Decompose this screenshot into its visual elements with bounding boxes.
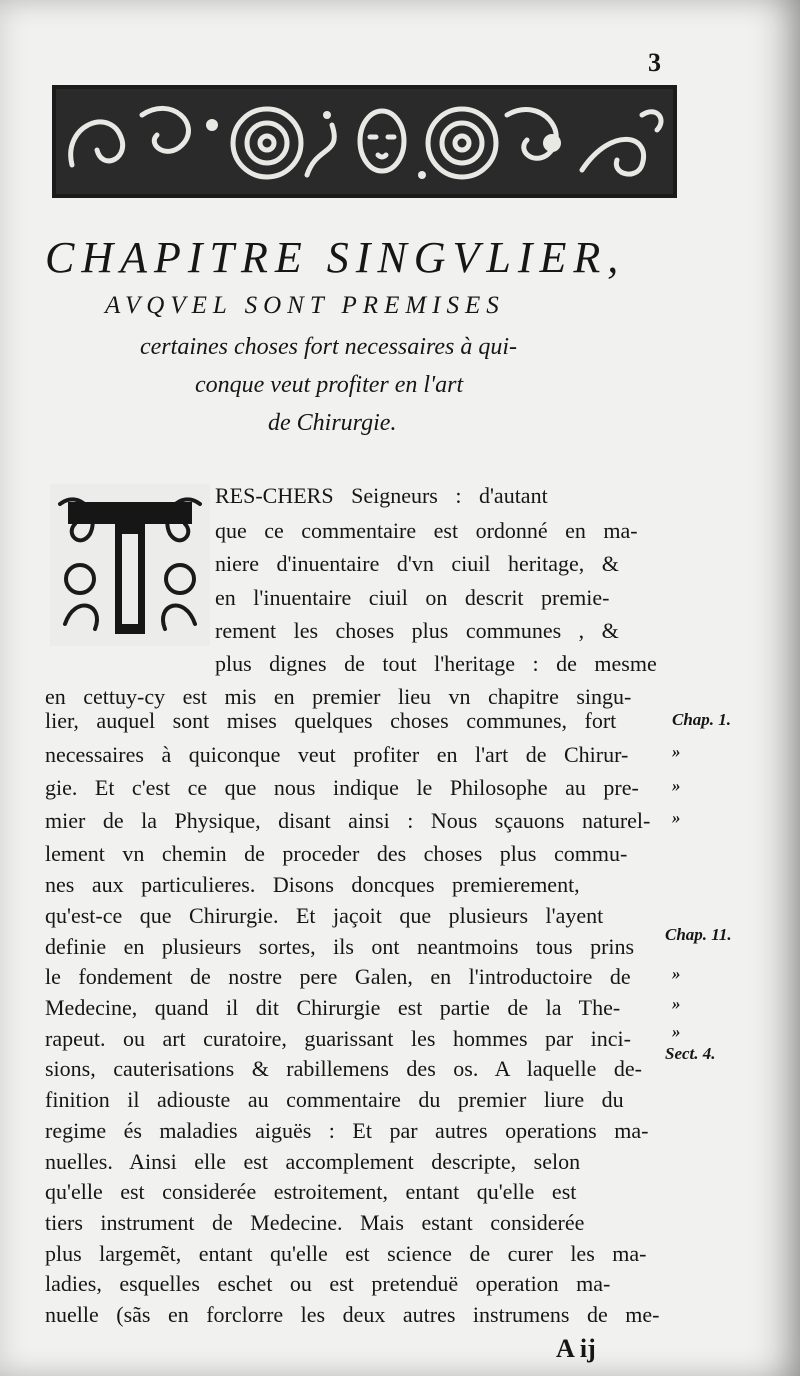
body-line: que ce commentaire est ordonné en ma- [215,518,638,543]
body-line: ladies, esquelles eschet ou est pretenduë operation ma- [45,1271,611,1296]
body-line: necessaires à quiconque veut profiter en l'art de Chirur- [45,742,629,767]
margin-note: Sect. 4. [665,1044,716,1063]
body-line: sions, cauterisations & rabillemens des os. A laquelle de- [45,1056,643,1081]
body-line: rapeut. ou art curatoire, guarissant les hommes par inci- [45,1026,631,1051]
heading-line-3: certaines choses fort necessaires à qui- [140,334,518,360]
body-line: rement les choses plus communes , & [215,618,619,643]
margin-note: » [672,1022,681,1041]
margin-note: Chap. 1. [672,710,732,729]
body-line: regime és maladies aiguës : Et par autres operations ma- [45,1118,649,1143]
body-line: qu'elle est considerée estroitement, entant qu'elle est [45,1179,577,1204]
body-line: RES-CHERS Seigneurs : d'autant [215,483,548,508]
body-line: mier de la Physique, disant ainsi : Nous sçauons naturel- [45,808,651,833]
body-line: Medecine, quand il dit Chirurgie est partie de la The- [45,995,621,1020]
signature-mark: A ij [556,1334,596,1363]
body-line: gie. Et c'est ce que nous indique le Philosophe au pre- [45,775,639,800]
body-line: plus largemẽt, entant qu'elle est science de curer les ma- [45,1241,647,1266]
body-line: en cettuy-cy est mis en premier lieu vn chapitre singu- [45,684,632,709]
body-line: lier, auquel sont mises quelques choses communes, fort [45,708,617,733]
body-line: qu'est-ce que Chirurgie. Et jaçoit que plusieurs l'ayent [45,903,604,928]
margin-note: Chap. 11. [665,925,732,944]
chapter-subtitle: AVQVEL SONT PREMISES [105,292,505,319]
body-line: le fondement de nostre pere Galen, en l'introductoire de [45,964,631,989]
ornamental-headpiece-icon [52,85,677,198]
body-line: lement vn chemin de proceder des choses plus commu- [45,841,628,866]
body-line: nuelles. Ainsi elle est accomplement descripte, selon [45,1149,581,1174]
heading-line-5: de Chirurgie. [268,410,397,436]
margin-note: » [672,808,681,827]
chapter-title: CHAPITRE SINGVLIER, [45,233,626,282]
ornamental-initial-t-icon [50,484,210,646]
margin-note: » [672,742,681,761]
body-line: nes aux particulieres. Disons doncques premierement, [45,872,580,897]
margin-note: » [672,994,681,1013]
body-line: finition il adiouste au commentaire du premier liure du [45,1087,624,1112]
margin-note: » [672,964,681,983]
body-line: nuelle (sãs en forclorre les deux autres instrumens de me- [45,1302,660,1327]
margin-note: » [672,776,681,795]
body-line: niere d'inuentaire d'vn ciuil heritage, & [215,551,619,576]
body-line: tiers instrument de Medecine. Mais estant considerée [45,1210,585,1235]
heading-line-4: conque veut profiter en l'art [195,372,464,398]
body-line: plus dignes de tout l'heritage : de mesme [215,651,657,676]
page-number: 3 [648,48,661,77]
body-line: en l'inuentaire ciuil on descrit premie- [215,585,610,610]
body-line: definie en plusieurs sortes, ils ont neantmoins tous prins [45,934,635,959]
